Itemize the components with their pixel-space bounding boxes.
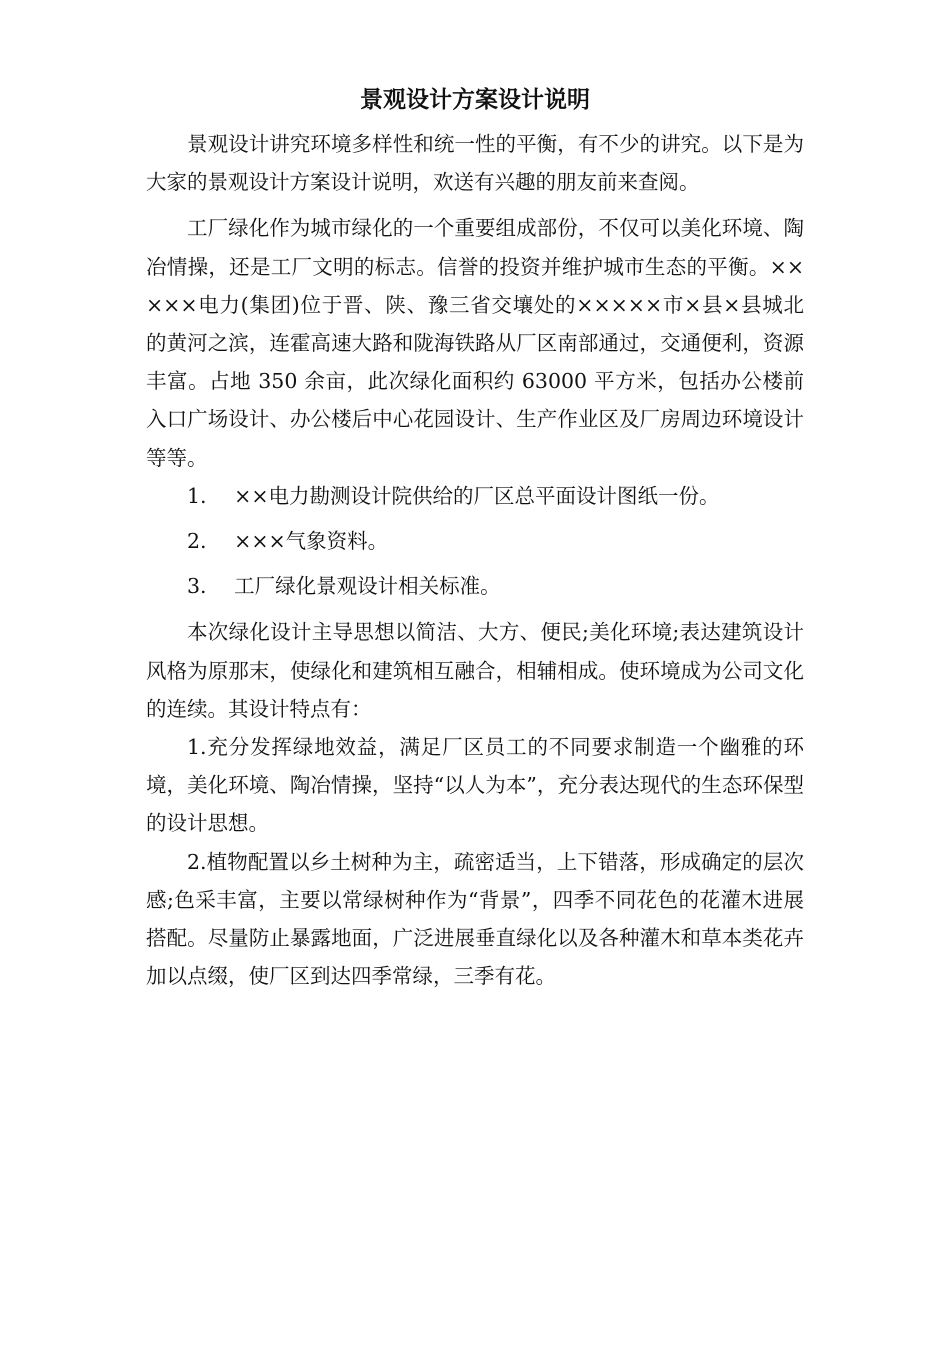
feature-paragraph-1: 1.充分发挥绿地效益，满足厂区员工的不同要求制造一个幽雅的环境，美化环境、陶冶情操，坚持“以人为本”，充分表达现代的生态环保型的设计思想。 — [146, 735, 804, 836]
reference-number: 2. — [187, 529, 207, 554]
concept-paragraph: 本次绿化设计主导思想以简洁、大方、便民;美化环境;表达建筑设计风格为原那末，使绿化和建筑相互融合，相辅相成。使环境成为公司文化的连续。其设计特点有： — [146, 620, 804, 721]
reference-text: ××电力勘测设计院供给的厂区总平面设计图纸一份。 — [234, 483, 720, 508]
document-page — [146, 82, 804, 995]
reference-number: 1. — [187, 483, 207, 508]
reference-item — [146, 477, 804, 515]
reference-item — [146, 522, 804, 560]
intro-paragraph: 景观设计讲究环境多样性和统一性的平衡，有不少的讲究。以下是为大家的景观设计方案设计说明，欢送有兴趣的朋友前来查阅。 — [146, 132, 804, 195]
reference-list — [146, 477, 804, 606]
background-paragraph: 工厂绿化作为城市绿化的一个重要组成部份，不仅可以美化环境、陶冶情操，还是工厂文明的标志。信誉的投资并维护城市生态的平衡。×××××电力(集团)位于晋、陕、豫三省交壤处的×××××市×县×县城北的黄河之滨，连霍高速大路和陇海铁路从厂区南部通过，交通便利，资源丰富。占地 350 余亩，此次绿化面积约 63000 平方米，包括办公楼前入口广场设计、办公楼后中心花园设计、生产作业区及厂房周边环境设计等等。 — [146, 216, 804, 470]
reference-text: ×××气象资料。 — [234, 529, 389, 554]
reference-item — [146, 567, 804, 605]
reference-text: 工厂绿化景观设计相关标准。 — [234, 574, 501, 599]
reference-number: 3. — [187, 574, 207, 599]
feature-paragraph-2: 2.植物配置以乡土树种为主，疏密适当，上下错落，形成确定的层次感;色采丰富，主要以常绿树种作为“背景”，四季不同花色的花灌木进展搭配。尽量防止暴露地面，广泛进展垂直绿化以及各种灌木和草本类花卉加以点缀，使厂区到达四季常绿，三季有花。 — [146, 849, 804, 989]
document-title: 景观设计方案设计说明 — [360, 87, 590, 113]
